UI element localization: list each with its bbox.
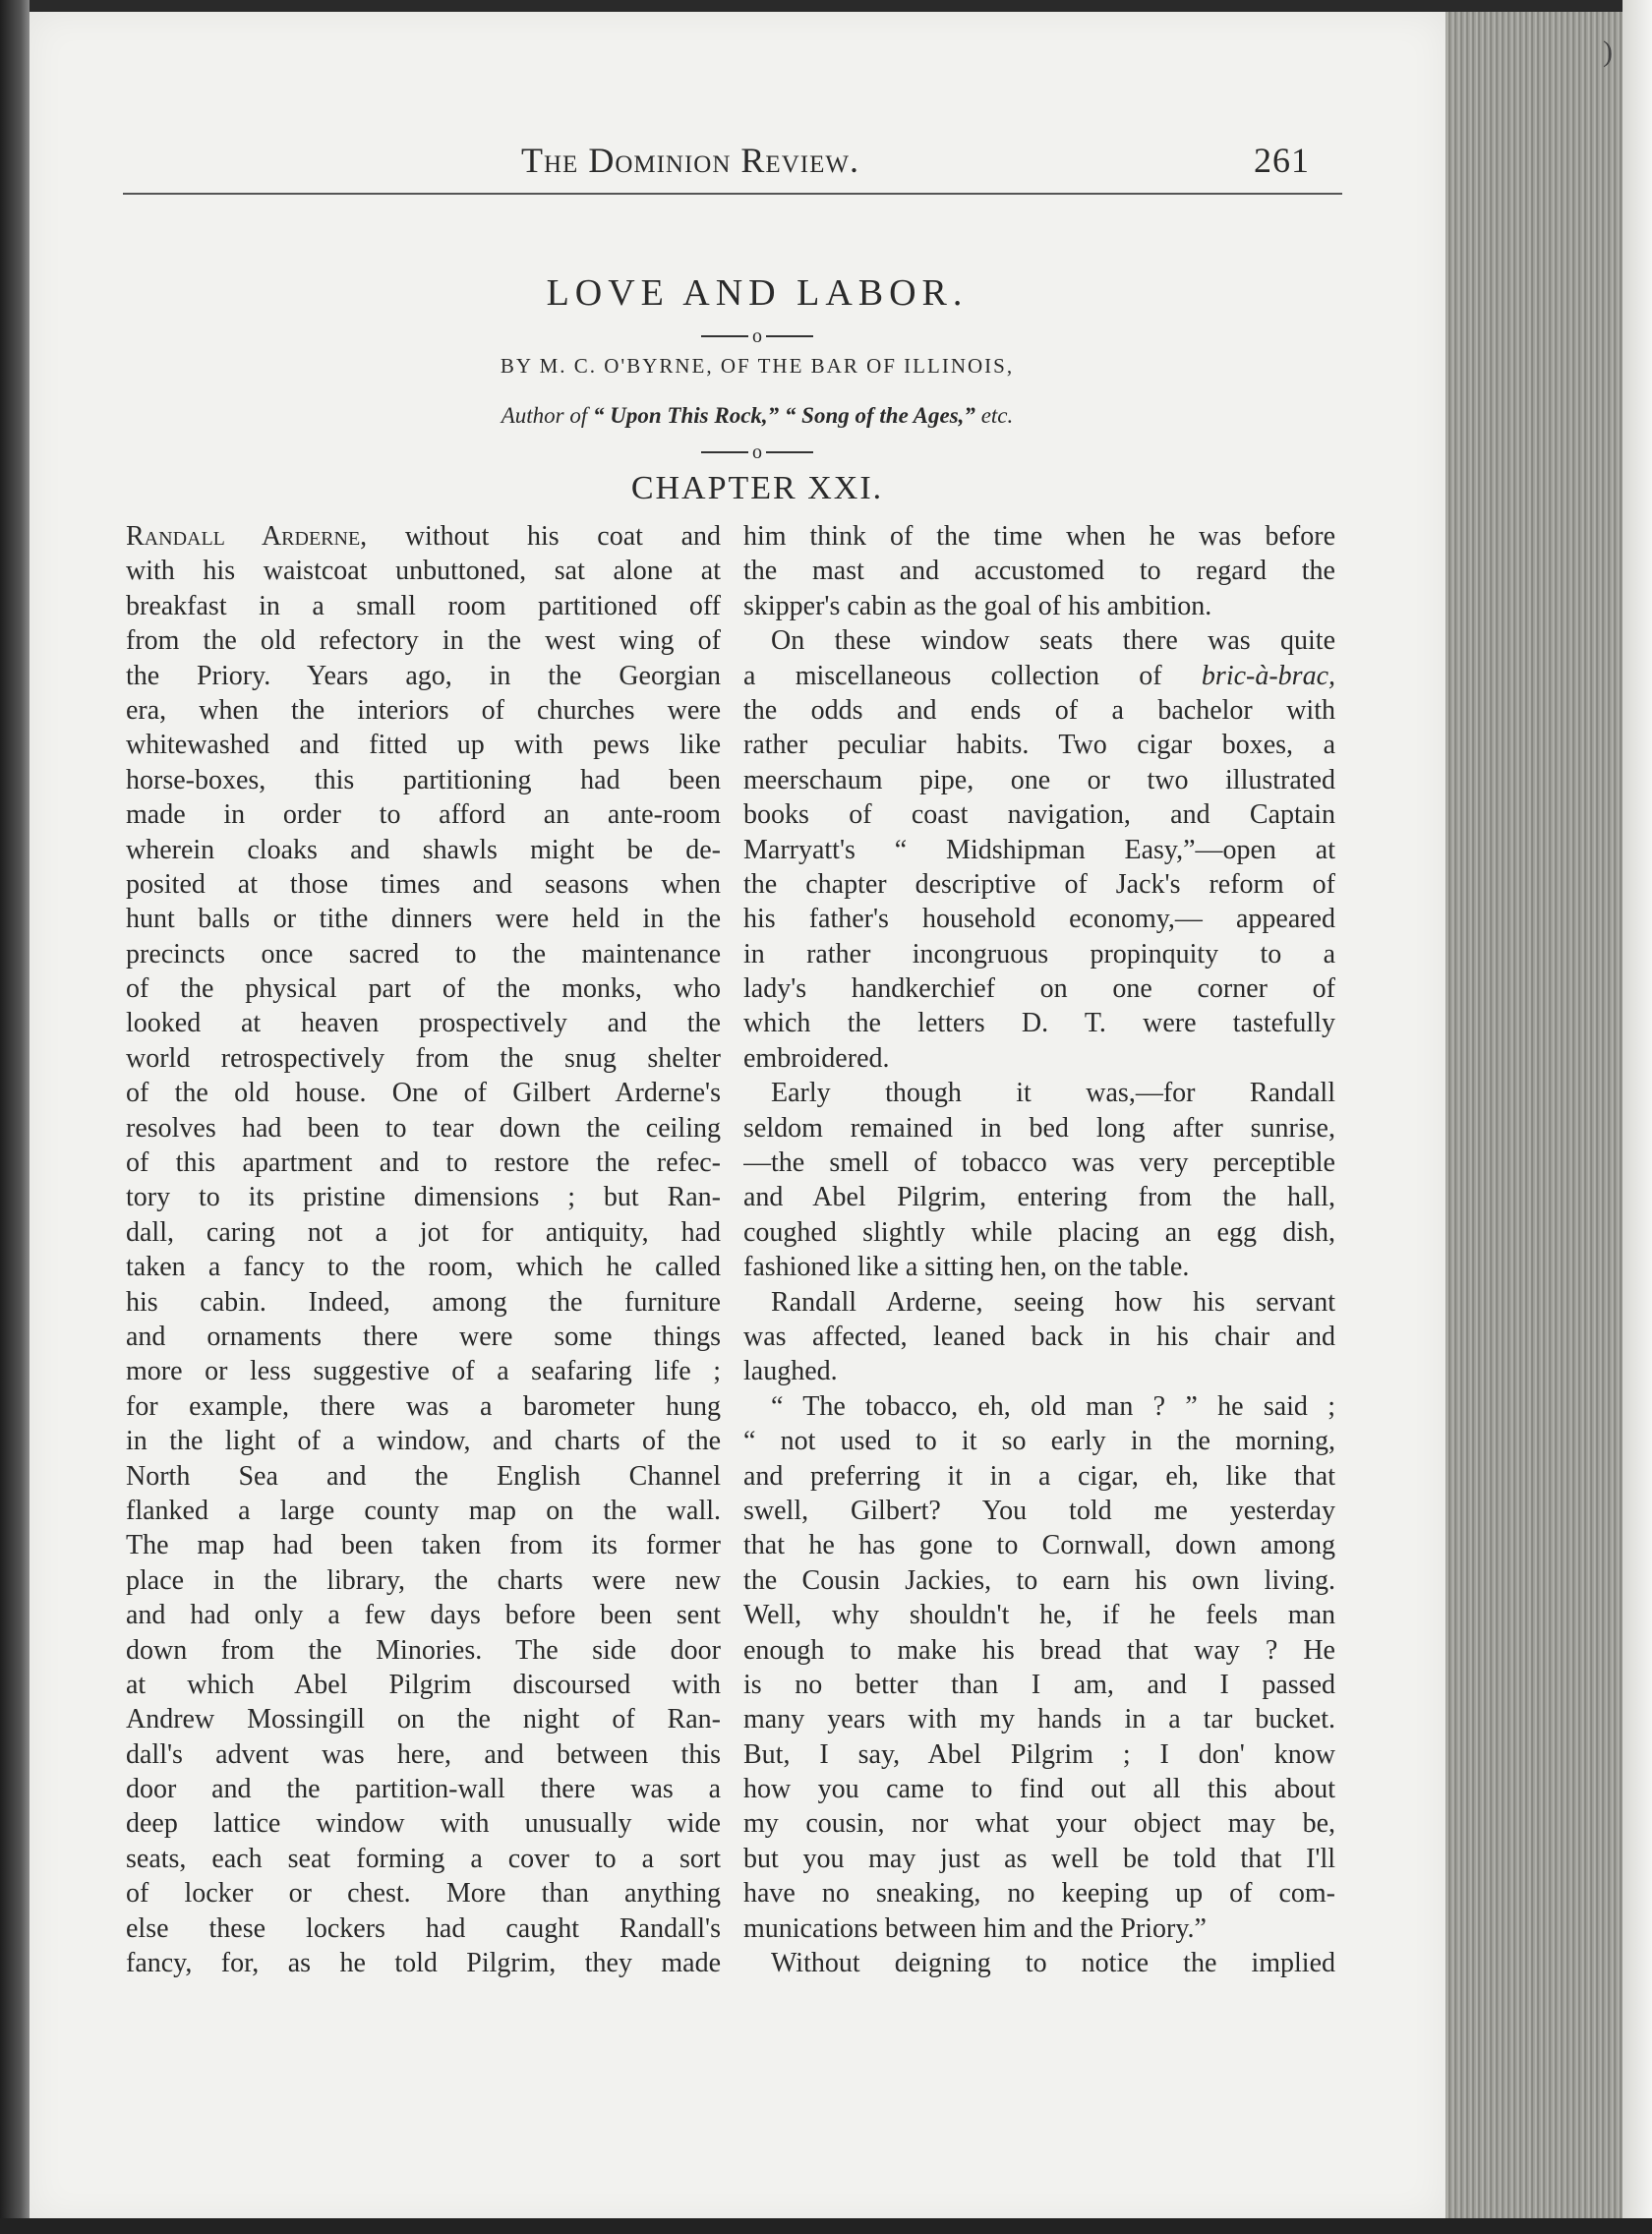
text-line: taken a fancy to the room, which he called — [126, 1252, 721, 1283]
text-line: at which Abel Pilgrim discoursed with — [126, 1669, 721, 1700]
page-number: 261 — [1254, 141, 1310, 180]
chapter-ornament: o — [0, 441, 1446, 464]
text-line: enough to make his bread that way ? He — [743, 1634, 1335, 1666]
text-line: many years with my hands in a tar bucket. — [743, 1704, 1335, 1735]
text-line: hunt balls or tithe dinners were held in the — [126, 904, 721, 935]
text-line: —the smell of tobacco was very perceptible — [743, 1147, 1335, 1179]
text-line: his cabin. Indeed, among the furniture — [126, 1286, 721, 1318]
text-line: my cousin, nor what your object may be, — [743, 1808, 1335, 1840]
author-byline: BY M. C. O'BYRNE, OF THE BAR OF ILLINOIS, — [500, 354, 1015, 378]
text-line: meerschaum pipe, one or two illustrated — [743, 764, 1335, 795]
text-line: of this apartment and to restore the refec- — [126, 1147, 721, 1179]
text-line: was affected, leaned back in his chair and — [743, 1321, 1335, 1352]
text-line: horse-boxes, this partitioning had been — [126, 764, 721, 795]
scan-artifact: ) — [1603, 35, 1613, 68]
text-line: dall, caring not a jot for antiquity, had — [126, 1216, 721, 1248]
text-line: and ornaments there were some things — [126, 1321, 721, 1352]
text-line: him think of the time when he was before — [743, 521, 1335, 552]
right-text-column — [743, 519, 1335, 1980]
left-text-column — [126, 519, 721, 1980]
opening-name: Randall Arderne, — [126, 521, 368, 552]
scan-top-border — [0, 0, 1652, 12]
text-line: The map had been taken from its former — [126, 1530, 721, 1561]
text-line: swell, Gilbert? You told me yesterday — [743, 1495, 1335, 1526]
text-line: for example, there was a barometer hung — [126, 1390, 721, 1422]
text-line: books of coast navigation, and Captain — [743, 799, 1335, 831]
book-page-edges — [1446, 12, 1622, 2222]
text-line: “ The tobacco, eh, old man ? ” he said ; — [771, 1390, 1335, 1422]
header-rule — [123, 193, 1342, 195]
text-line: in rather incongruous propinquity to a — [743, 938, 1335, 970]
text-line: that he has gone to Cornwall, down among — [743, 1530, 1335, 1561]
text-line: world retrospectively from the snug shelter — [126, 1042, 721, 1074]
text-line: but you may just as well be told that I'll — [743, 1843, 1335, 1874]
text-line: more or less suggestive of a seafaring life ; — [126, 1356, 721, 1387]
text-line: the chapter descriptive of Jack's reform of — [743, 868, 1335, 900]
text-line: “ not used to it so early in the morning, — [743, 1426, 1335, 1457]
text-line: made in order to afford an ante-room — [126, 799, 721, 831]
text-line: coughed slightly while placing an egg dish, — [743, 1216, 1335, 1248]
text-line: of locker or chest. More than anything — [126, 1878, 721, 1910]
text-line: the Cousin Jackies, to earn his own living. — [743, 1564, 1335, 1596]
text-line: breakfast in a small room partitioned off — [126, 590, 721, 621]
text-line: of the physical part of the monks, who — [126, 973, 721, 1005]
text-line: with his waistcoat unbuttoned, sat alone at — [126, 556, 721, 587]
scan-bottom-border — [0, 2218, 1652, 2234]
text-line: seats, each seat forming a cover to a sort — [126, 1843, 721, 1874]
text-line: dall's advent was here, and between this — [126, 1738, 721, 1770]
text-line: how you came to find out all this about — [743, 1774, 1335, 1805]
text-line: door and the partition-wall there was a — [126, 1774, 721, 1805]
text-line: is no better than I am, and I passed — [743, 1669, 1335, 1700]
text-line: from the old refectory in the west wing of — [126, 625, 721, 657]
text-line: Marryatt's “ Midshipman Easy,”—open at — [743, 834, 1335, 865]
text-line: the mast and accustomed to regard the — [743, 556, 1335, 587]
text-line: seldom remained in bed long after sunrise, — [743, 1112, 1335, 1144]
text-line: a miscellaneous collection of bric-à-brac, — [743, 660, 1335, 691]
text-line: in the light of a window, and charts of the — [126, 1426, 721, 1457]
text-line: Randall Arderne, without his coat and — [126, 521, 721, 552]
text-line: Without deigning to notice the implied — [771, 1948, 1335, 1979]
text-line: embroidered. — [743, 1042, 890, 1074]
article-title: LOVE AND LABOR. — [546, 272, 969, 314]
text-line: But, I say, Abel Pilgrim ; I don' know — [743, 1738, 1335, 1770]
text-line: On these window seats there was quite — [771, 625, 1335, 657]
text-line: which the letters D. T. were tastefully — [743, 1008, 1335, 1039]
text-line: Andrew Mossingill on the night of Ran- — [126, 1704, 721, 1735]
text-line: era, when the interiors of churches were — [126, 694, 721, 726]
text-line: lady's handkerchief on one corner of — [743, 973, 1335, 1005]
text-line: flanked a large county map on the wall. — [126, 1495, 721, 1526]
text-line: laughed. — [743, 1356, 838, 1387]
text-line: skipper's cabin as the goal of his ambition. — [743, 590, 1212, 621]
text-line: and preferring it in a cigar, eh, like that — [743, 1460, 1335, 1492]
text-line: and Abel Pilgrim, entering from the hall, — [743, 1182, 1335, 1213]
chapter-heading: CHAPTER XXI. — [630, 470, 884, 506]
text-line: whitewashed and fitted up with pews like — [126, 730, 721, 761]
text-line: fancy, for, as he told Pilgrim, they made — [126, 1948, 721, 1979]
text-line: deep lattice window with unusually wide — [126, 1808, 721, 1840]
text-line: Well, why shouldn't he, if he feels man — [743, 1600, 1335, 1631]
text-line: posited at those times and seasons when — [126, 868, 721, 900]
author-credits: Author of “ Upon This Rock,” “ Song of the Ages,” etc. — [501, 403, 1014, 428]
text-line: and had only a few days before been sent — [126, 1600, 721, 1631]
scan-right-margin — [1622, 0, 1652, 2234]
text-line: rather peculiar habits. Two cigar boxes, a — [743, 730, 1335, 761]
text-line: down from the Minories. The side door — [126, 1634, 721, 1666]
text-line: looked at heaven prospectively and the — [126, 1008, 721, 1039]
text-line: have no sneaking, no keeping up of com- — [743, 1878, 1335, 1910]
text-line: munications between him and the Priory.” — [743, 1912, 1207, 1944]
running-head — [521, 140, 1308, 181]
text-line: the odds and ends of a bachelor with — [743, 694, 1335, 726]
text-line: tory to its pristine dimensions ; but Ran- — [126, 1182, 721, 1213]
text-line: wherein cloaks and shawls might be de- — [126, 834, 721, 865]
text-line: precincts once sacred to the maintenance — [126, 938, 721, 970]
text-line: Randall Arderne, seeing how his servant — [771, 1286, 1335, 1318]
text-line: Early though it was,—for Randall — [771, 1078, 1335, 1109]
italic-term: bric-à-brac, — [1201, 660, 1335, 691]
text-line: else these lockers had caught Randall's — [126, 1912, 721, 1944]
journal-title: The Dominion Review. — [521, 141, 859, 180]
text-line: resolves had been to tear down the ceiling — [126, 1112, 721, 1144]
title-ornament: o — [0, 324, 1446, 348]
text-line: fashioned like a sitting hen, on the table. — [743, 1252, 1190, 1283]
text-line: of the old house. One of Gilbert Arderne's — [126, 1078, 721, 1109]
text-line: the Priory. Years ago, in the Georgian — [126, 660, 721, 691]
text-line: his father's household economy,— appeared — [743, 904, 1335, 935]
text-line: place in the library, the charts were new — [126, 1564, 721, 1596]
text-line: North Sea and the English Channel — [126, 1460, 721, 1492]
